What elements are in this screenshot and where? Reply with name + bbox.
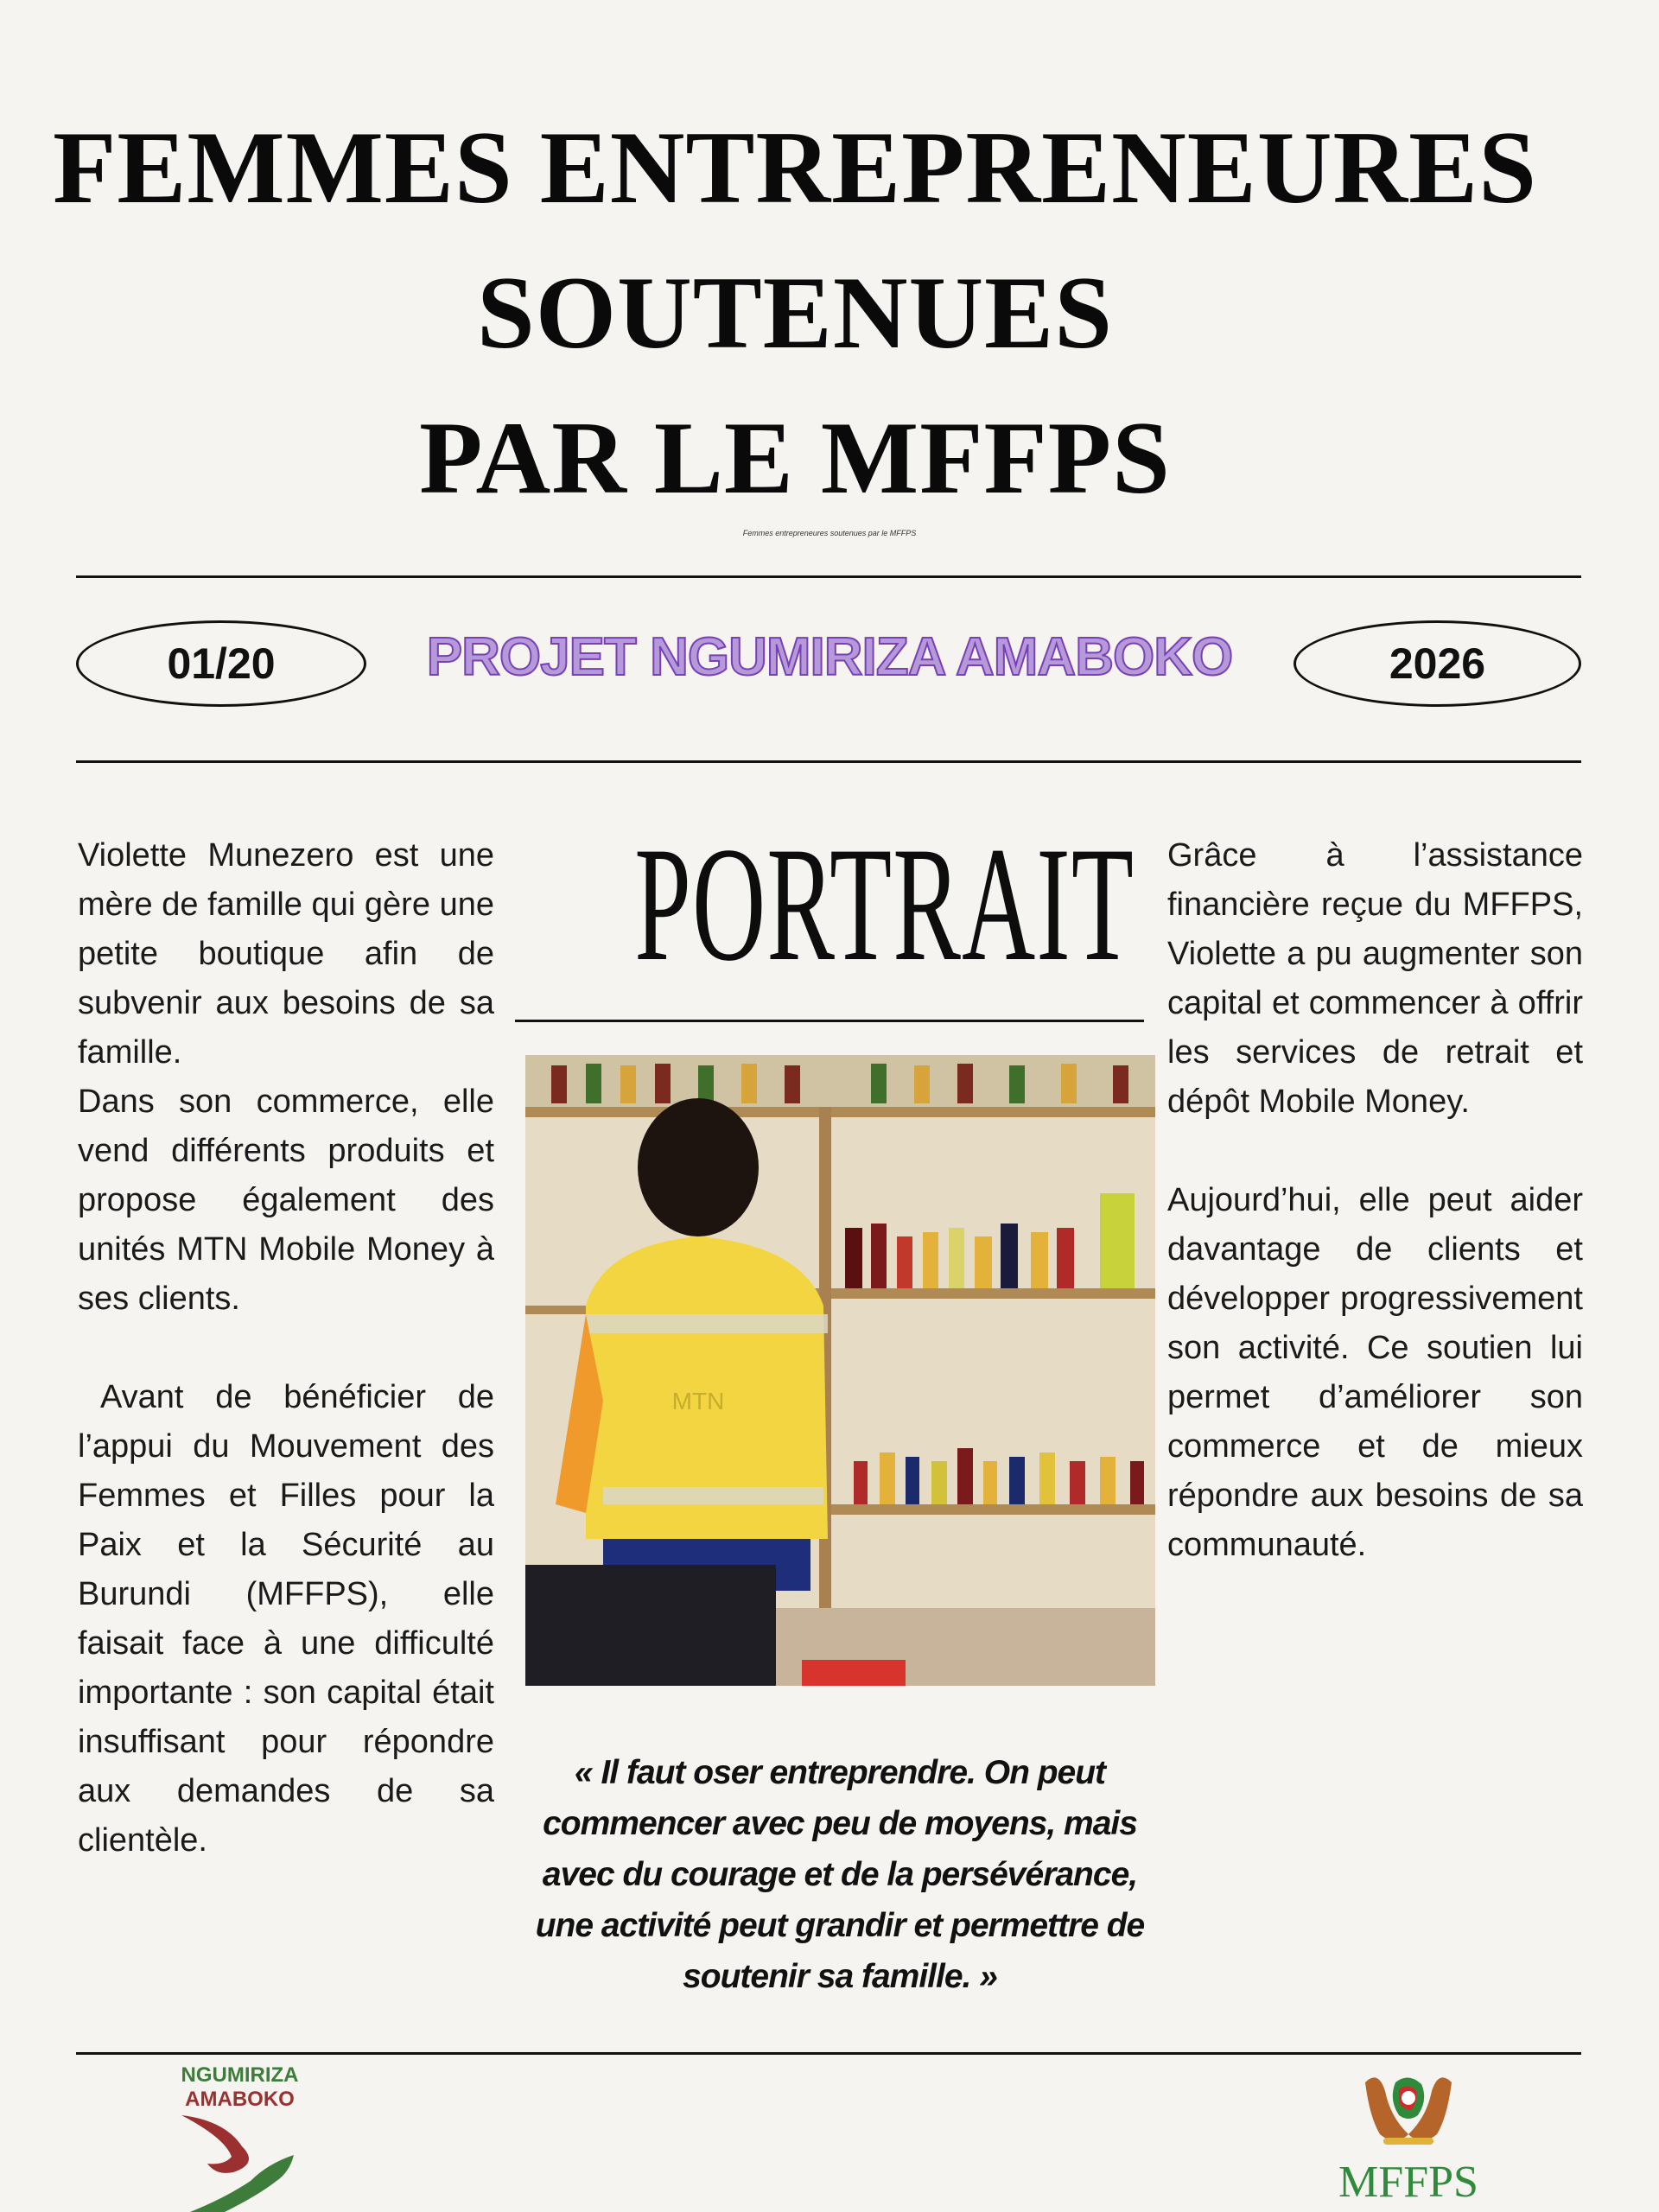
right-paragraph-2: Aujourd’hui, elle peut aider davantage de clients et développer progressivement son activité. Ce soutien lui permet d’améliorer son commerce et de mieux répondre aux besoins de sa communauté.: [1167, 1182, 1583, 1563]
right-column: [1167, 831, 1583, 1570]
banner-divider: [76, 760, 1581, 763]
vest-logo-text: MTN: [671, 1388, 725, 1414]
issue-number: 01/20: [167, 639, 276, 688]
hands-logo-icon: [173, 2112, 302, 2212]
logo-line-1: NGUMIRIZA: [181, 2063, 299, 2087]
title-line-1: FEMMES ENTREPRENEURES: [53, 110, 1537, 225]
section-heading: PORTRAIT: [634, 814, 1135, 995]
footer-divider: [76, 2052, 1581, 2055]
title-line-3: PAR LE MFFPS: [419, 400, 1171, 515]
year-badge: [1294, 620, 1581, 707]
shop-photo: [525, 1055, 1155, 1686]
issue-badge: [76, 620, 366, 707]
title-line-2: SOUTENUES: [477, 255, 1113, 370]
top-divider: [76, 575, 1581, 578]
left-paragraph-2: Dans son commerce, elle vend différents produits et propose également des unités MTN Mobile Money à ses clients.: [78, 1084, 494, 1317]
left-column: [78, 831, 494, 1866]
ngumiriza-logo-text: [164, 2063, 315, 2112]
mffps-emblem-icon: [1361, 2065, 1456, 2160]
small-subtitle: Femmes entrepreneures soutenues par le MFFPS: [742, 529, 917, 537]
year-value: 2026: [1389, 639, 1486, 688]
pull-quote: « Il faut oser entreprendre. On peut commencer avec peu de moyens, mais avec du courage et de la persévérance, une activité peut grandir et permettre de soutenir sa famille. »: [535, 1754, 1145, 1995]
mffps-logo-text: MFFPS: [1338, 2158, 1478, 2207]
left-paragraph-1: Violette Munezero est une mère de famille qui gère une petite boutique afin de subvenir aux besoins de sa famille.: [78, 837, 494, 1071]
page-title: [0, 95, 1590, 531]
project-title: PROJET NGUMIRIZA AMABOKO: [426, 627, 1233, 687]
right-paragraph-1: Grâce à l’assistance financière reçue du MFFPS, Violette a pu augmenter son capital et commencer à offrir les services de retrait et dépôt Mobile Money.: [1167, 837, 1583, 1120]
logo-line-2: AMABOKO: [185, 2088, 295, 2111]
left-paragraph-3: Avant de bénéficier de l’appui du Mouvement des Femmes et Filles pour la Paix et la Sécurité au Burundi (MFFPS), elle faisait face à une difficulté importante : son capital était insuffisant pour répondre aux demandes de sa clientèle.: [78, 1379, 494, 1859]
heading-underline: [515, 1020, 1144, 1022]
